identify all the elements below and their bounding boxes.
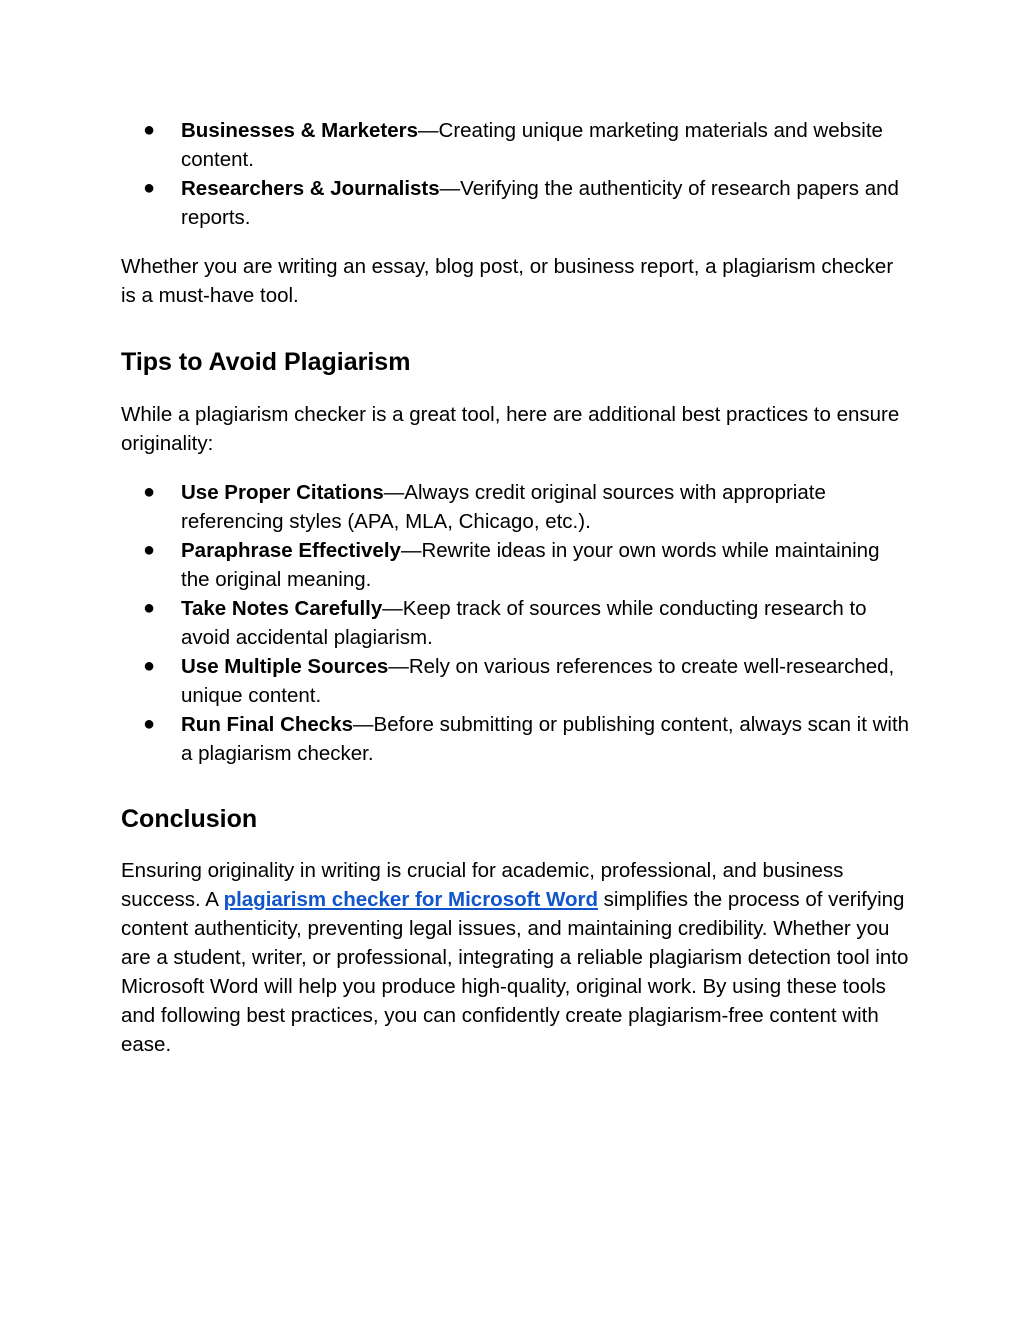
bullet-icon: ● bbox=[143, 539, 156, 561]
intro-paragraph: Whether you are writing an essay, blog post, or business report, a plagiarism checker is a must-have tool. bbox=[121, 255, 894, 307]
list-item-term: Use Multiple Sources bbox=[181, 655, 389, 678]
em-dash: — bbox=[353, 713, 374, 736]
bullet-icon: ● bbox=[143, 177, 156, 199]
em-dash: — bbox=[400, 539, 422, 562]
plagiarism-checker-link[interactable]: plagiarism checker for Microsoft Word bbox=[223, 888, 598, 911]
list-item-text: Keep track of sources while conducting research to avoid accidental plagiarism. bbox=[181, 597, 867, 649]
em-dash: — bbox=[388, 655, 409, 678]
tips-intro-paragraph: While a plagiarism checker is a great tool, here are additional best practices to ensure originality: bbox=[121, 403, 900, 455]
list-item bbox=[121, 536, 911, 594]
em-dash: — bbox=[382, 597, 403, 620]
bullet-icon: ● bbox=[143, 713, 156, 735]
list-item-text: Before submitting or publishing content, always scan it with a plagiarism checker. bbox=[181, 713, 910, 765]
intro-bullet-list bbox=[121, 116, 911, 232]
list-item bbox=[121, 174, 911, 232]
bullet-icon: ● bbox=[143, 655, 156, 677]
list-item-text: Rewrite ideas in your own words while maintaining the original meaning. bbox=[181, 539, 880, 591]
list-item bbox=[121, 710, 911, 768]
conclusion-text-start: Ensuring originality in writing is crucial for academic, professional, and business success. A bbox=[121, 859, 844, 911]
tips-heading: Tips to Avoid Plagiarism bbox=[121, 348, 411, 376]
bullet-icon: ● bbox=[143, 119, 156, 141]
list-item-text: Always credit original sources with appropriate referencing styles (APA, MLA, Chicago, etc.). bbox=[181, 481, 826, 533]
list-item-term: Run Final Checks bbox=[181, 713, 354, 736]
conclusion-text-end: simplifies the process of verifying content authenticity, preventing legal issues, and maintaining credibility. Whether you are a student, writer, or professional, integrating a reliable plagiarism detection tool into Microsoft Word will help you produce high-quality, original work. By using these tools and following best practices, you can confidently create plagiarism-free content with ease. bbox=[121, 888, 909, 1056]
list-item-term: Take Notes Carefully bbox=[181, 597, 383, 620]
list-item bbox=[121, 478, 911, 536]
list-item-term: Researchers & Journalists bbox=[181, 177, 440, 200]
list-item-term: Use Proper Citations bbox=[181, 481, 384, 504]
em-dash: — bbox=[383, 481, 405, 504]
conclusion-heading: Conclusion bbox=[121, 805, 258, 833]
document-page bbox=[121, 116, 911, 1059]
list-item-term: Paraphrase Effectively bbox=[181, 539, 401, 562]
list-item-text: Rely on various references to create well-researched, unique content. bbox=[181, 655, 895, 707]
list-item-text: Creating unique marketing materials and website content. bbox=[181, 119, 883, 171]
list-item-term: Businesses & Marketers bbox=[181, 119, 419, 142]
em-dash: — bbox=[439, 177, 461, 200]
bullet-icon: ● bbox=[143, 597, 156, 619]
list-item bbox=[121, 594, 911, 652]
list-item bbox=[121, 116, 911, 174]
conclusion-paragraph bbox=[121, 856, 911, 1059]
list-item bbox=[121, 652, 911, 710]
em-dash: — bbox=[418, 119, 439, 142]
tips-bullet-list bbox=[121, 478, 911, 768]
list-item-text: Verifying the authenticity of research papers and reports. bbox=[181, 177, 899, 229]
bullet-icon: ● bbox=[143, 481, 156, 503]
